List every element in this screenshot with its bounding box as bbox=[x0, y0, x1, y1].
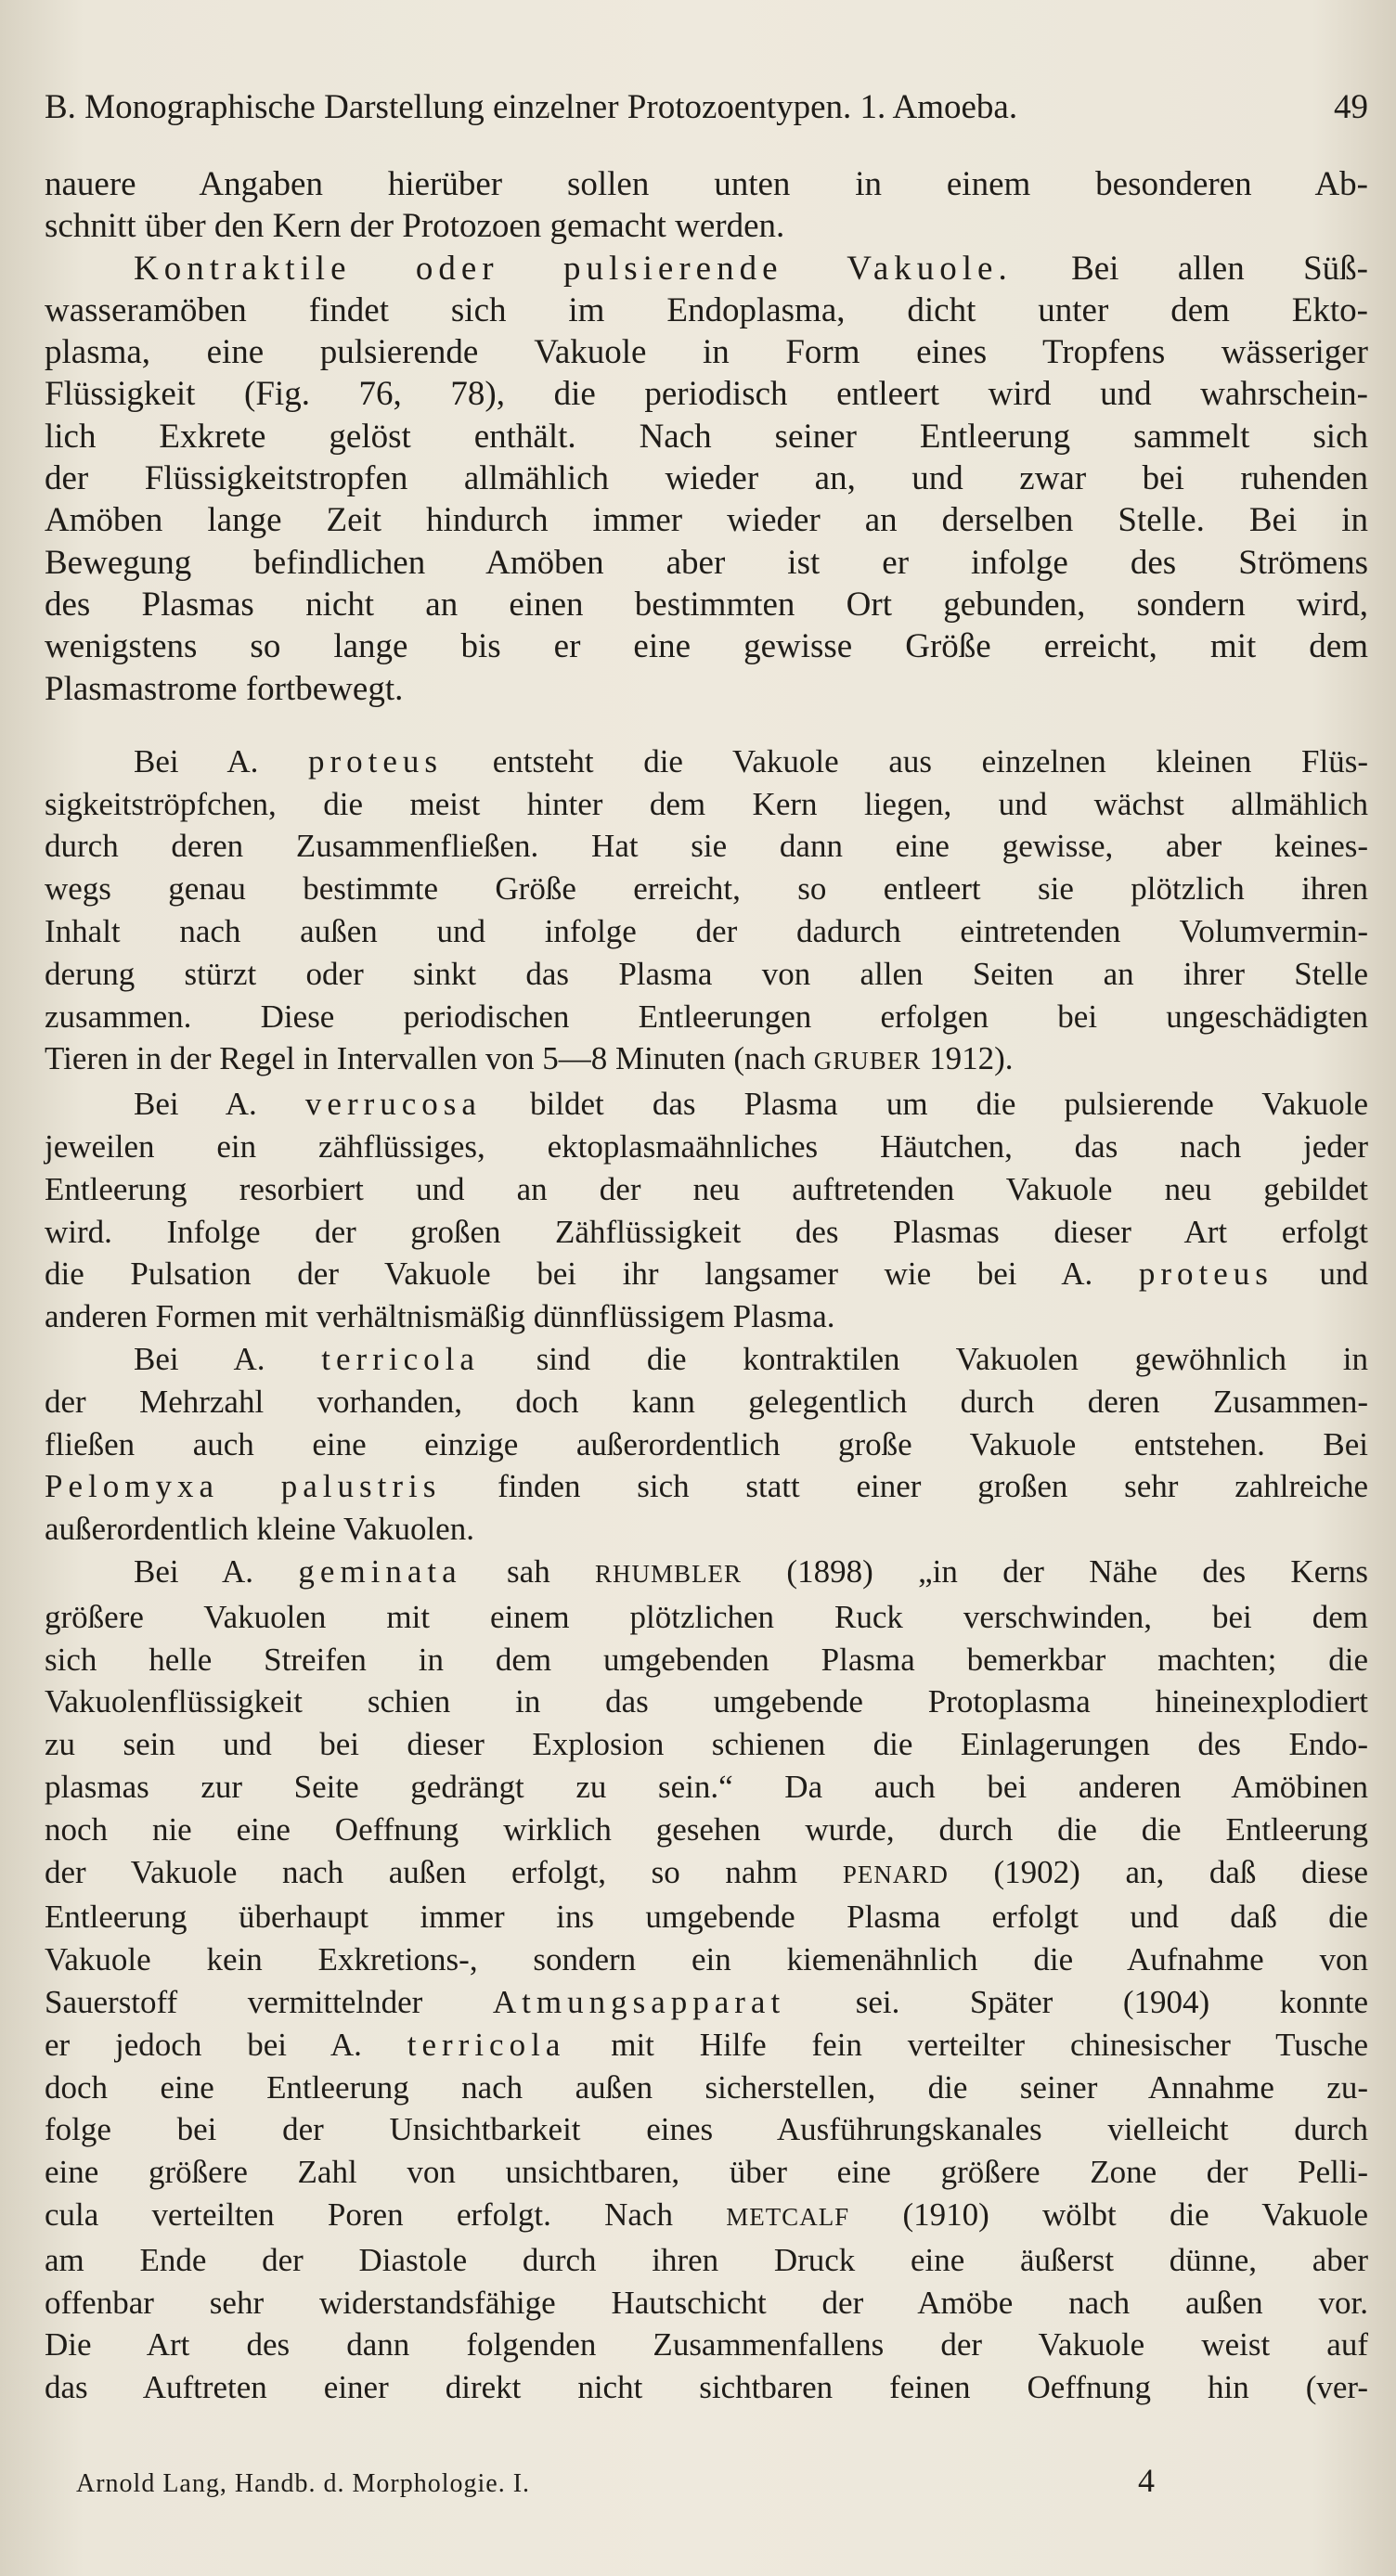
small-type-section bbox=[45, 741, 1368, 2409]
text-fragment: sind die kontraktilen Vakuolen gewöhnlich in bbox=[479, 1341, 1368, 1378]
text-line: Amöben lange Zeit hindurch immer wieder an derselben Stelle. Bei in bbox=[45, 501, 1368, 540]
text-line: des Plasmas nicht an einen bestimmten Ort gebunden, sondern wird, bbox=[45, 585, 1368, 624]
text-fragment: und bbox=[1273, 1256, 1369, 1293]
text-line: durch deren Zusammenfließen. Hat sie dann eine gewisse, aber keines- bbox=[45, 828, 1368, 865]
text-line: jeweilen ein zähflüssiges, ektoplasmaähnliches Häutchen, das nach jeder bbox=[45, 1128, 1368, 1166]
author-name: RHUMBLER bbox=[595, 1560, 743, 1588]
species-name: verrucosa bbox=[304, 1086, 482, 1123]
text-line: zu sein und bei dieser Explosion schienen die Einlagerungen des Endo- bbox=[45, 1726, 1368, 1763]
paragraph-gap bbox=[45, 710, 1368, 741]
text-line: noch nie eine Oeffnung wirklich gesehen wurde, durch die die Entleerung bbox=[45, 1810, 1368, 1848]
text-line: schnitt über den Kern der Protozoen gemacht werden. bbox=[45, 207, 785, 246]
text-fragment: sei. Später (1904) konnte bbox=[785, 1983, 1368, 2020]
text-fragment: Bei allen Süß- bbox=[1012, 249, 1368, 288]
species-name: geminata bbox=[298, 1553, 462, 1590]
footer-book-title: Arnold Lang, Handb. d. Morphologie. I. bbox=[76, 2469, 531, 2498]
text-line bbox=[45, 2194, 1368, 2239]
text-fragment: Bei A. bbox=[134, 1553, 299, 1590]
text-line bbox=[45, 1851, 1368, 1897]
text-fragment: Bei A. bbox=[134, 742, 308, 779]
text-line bbox=[45, 1465, 1368, 1508]
text-line: sich helle Streifen in dem umgebenden Plasma bemerkbar machten; die bbox=[45, 1641, 1368, 1678]
page-number: 49 bbox=[1334, 88, 1368, 126]
text-fragment: entsteht die Vakuole aus einzelnen kleinen Flüs- bbox=[443, 742, 1368, 779]
section-heading: Kontraktile oder pulsierende Vakuole. bbox=[134, 249, 1013, 288]
emphasized-term: Atmungsapparat bbox=[492, 1983, 786, 2020]
species-name: terricola bbox=[407, 2026, 566, 2063]
text-line bbox=[45, 2024, 1368, 2067]
text-line: Vakuolenflüssigkeit schien in das umgebende Protoplasma hineinexplodiert bbox=[45, 1683, 1368, 1720]
text-line: Vakuole kein Exkretions-, sondern ein kiemenähnlich die Aufnahme von bbox=[45, 1941, 1368, 1978]
text-line: Entleerung resorbiert und an der neu auftretenden Vakuole neu gebildet bbox=[45, 1170, 1368, 1207]
author-name: GRUBER bbox=[813, 1047, 922, 1075]
text-line bbox=[45, 1253, 1368, 1295]
text-line: derung stürzt oder sinkt das Plasma von allen Seiten an ihrer Stelle bbox=[45, 955, 1368, 992]
text-line bbox=[45, 1338, 1368, 1381]
text-line: plasmas zur Seite gedrängt zu sein.“ Da auch bei anderen Amöbinen bbox=[45, 1768, 1368, 1805]
text-line: größere Vakuolen mit einem plötzlichen Ruck verschwinden, bei dem bbox=[45, 1598, 1368, 1635]
text-line: zusammen. Diese periodischen Entleerungen erfolgen bei ungeschädigten bbox=[45, 998, 1368, 1035]
text-line: der Flüssigkeitstropfen allmählich wieder an, und zwar bei ruhenden bbox=[45, 459, 1368, 498]
text-line: Entleerung überhaupt immer ins umgebende Plasma erfolgt und daß die bbox=[45, 1899, 1368, 1936]
text-line: der Mehrzahl vorhanden, doch kann gelegentlich durch deren Zusammen- bbox=[45, 1383, 1368, 1420]
text-fragment: Bei A. bbox=[134, 1341, 322, 1378]
text-fragment: Bei A. bbox=[134, 1086, 305, 1123]
text-line: folge bei der Unsichtbarkeit eines Ausführungskanales vielleicht durch bbox=[45, 2111, 1368, 2148]
text-fragment: (1910) wölbt die Vakuole bbox=[849, 2196, 1368, 2233]
text-fragment: Tieren in der Regel in Intervallen von 5—8 Minuten (nach bbox=[45, 1040, 814, 1077]
text-line bbox=[45, 1083, 1368, 1126]
species-name: Pelomyxa palustris bbox=[45, 1468, 442, 1505]
text-line: das Auftreten einer direkt nicht sichtbaren feinen Oeffnung hin (ver- bbox=[45, 2369, 1368, 2406]
text-fragment: Sauerstoff vermittelnder bbox=[45, 1983, 493, 2020]
text-line: wasseramöben findet sich im Endoplasma, dicht unter dem Ekto- bbox=[45, 290, 1368, 329]
text-fragment: sah bbox=[461, 1553, 596, 1590]
running-head-title: B. Monographische Darstellung einzelner Protozoentypen. 1. Amoeba. bbox=[45, 88, 1018, 126]
author-name: PENARD bbox=[842, 1860, 949, 1888]
text-line: lich Exkrete gelöst enthält. Nach seiner Entleerung sammelt sich bbox=[45, 417, 1368, 456]
text-line: wird. Infolge der großen Zähflüssigkeit des Plasmas dieser Art erfolgt bbox=[45, 1213, 1368, 1250]
text-fragment: 1912). bbox=[921, 1040, 1014, 1077]
species-name: terricola bbox=[321, 1341, 480, 1378]
paragraph-contractile-vacuole bbox=[45, 248, 1368, 710]
text-line: sigkeitströpfchen, die meist hinter dem Kern liegen, und wächst allmählich bbox=[45, 785, 1368, 822]
text-line bbox=[45, 248, 1368, 290]
text-fragment: der Vakuole nach außen erfolgt, so nahm bbox=[45, 1853, 843, 1890]
text-fragment: bildet das Plasma um die pulsierende Vakuole bbox=[481, 1086, 1368, 1123]
running-head bbox=[45, 85, 1368, 130]
text-line: Flüssigkeit (Fig. 76, 78), die periodisch entleert wird und wahrschein- bbox=[45, 375, 1368, 414]
species-name: proteus bbox=[308, 742, 444, 779]
text-line: wenigstens so lange bis er eine gewisse Größe erreicht, mit dem bbox=[45, 627, 1368, 666]
text-line: Die Art des dann folgenden Zusammenfallens der Vakuole weist auf bbox=[45, 2326, 1368, 2363]
text-line: offenbar sehr widerstandsfähige Hautschicht der Amöbe nach außen vor. bbox=[45, 2284, 1368, 2321]
text-fragment: er jedoch bei A. bbox=[45, 2026, 407, 2063]
text-line bbox=[45, 1037, 1368, 1083]
text-line: fließen auch eine einzige außerordentlich große Vakuole entstehen. Bei bbox=[45, 1425, 1368, 1462]
signature-mark: 4 bbox=[1138, 2462, 1155, 2499]
text-line: eine größere Zahl von unsichtbaren, über eine größere Zone der Pelli- bbox=[45, 2154, 1368, 2191]
text-line: wegs genau bestimmte Größe erreicht, so entleert sie plötzlich ihren bbox=[45, 870, 1368, 908]
text-line bbox=[45, 1551, 1368, 1596]
author-name: METCALF bbox=[726, 2202, 850, 2231]
text-line: Plasmastrome fortbewegt. bbox=[45, 669, 404, 708]
text-line bbox=[45, 741, 1368, 783]
text-line: am Ende der Diastole durch ihren Druck eine äußerst dünne, aber bbox=[45, 2241, 1368, 2278]
text-fragment: finden sich statt einer großen sehr zahlreiche bbox=[441, 1468, 1368, 1505]
text-line: Bewegung befindlichen Amöben aber ist er infolge des Strömens bbox=[45, 543, 1368, 582]
page-footer bbox=[76, 2461, 1155, 2500]
text-fragment: mit Hilfe fein verteilter chinesischer Tusche bbox=[565, 2026, 1368, 2063]
text-line: außerordentlich kleine Vakuolen. bbox=[45, 1511, 474, 1548]
text-line: doch eine Entleerung nach außen sicherstellen, die seiner Annahme zu- bbox=[45, 2068, 1368, 2106]
text-line: anderen Formen mit verhältnismäßig dünnflüssigem Plasma. bbox=[45, 1298, 835, 1335]
text-fragment: die Pulsation der Vakuole bei ihr langsamer wie bei A. bbox=[45, 1256, 1139, 1293]
text-line: Inhalt nach außen und infolge der dadurch eintretenden Volumvermin- bbox=[45, 913, 1368, 950]
paragraph-continuation bbox=[45, 163, 1368, 248]
text-line: nauere Angaben hierüber sollen unten in einem besonderen Ab- bbox=[45, 165, 1368, 203]
text-line bbox=[45, 1981, 1368, 2024]
text-fragment: (1902) an, daß diese bbox=[948, 1853, 1368, 1890]
species-name: proteus bbox=[1138, 1256, 1273, 1293]
text-line: plasma, eine pulsierende Vakuole in Form eines Tropfens wässeriger bbox=[45, 333, 1368, 372]
text-fragment: (1898) „in der Nähe des Kerns bbox=[742, 1553, 1369, 1590]
text-fragment: cula verteilten Poren erfolgt. Nach bbox=[45, 2196, 727, 2233]
